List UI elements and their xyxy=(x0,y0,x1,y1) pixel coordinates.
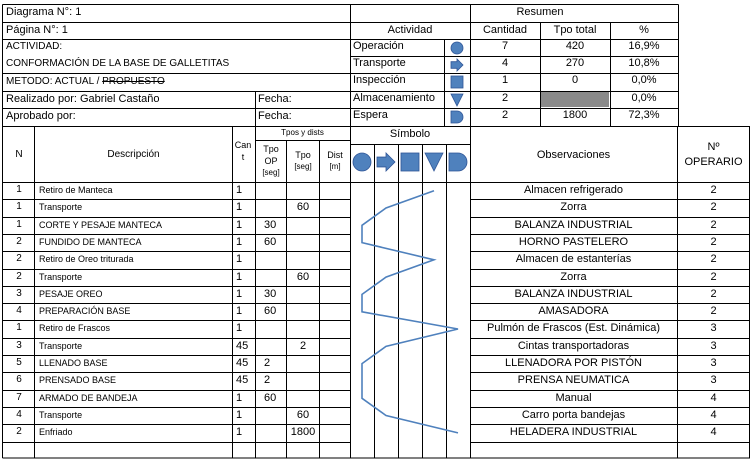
col-quantity-header-l1: Can xyxy=(234,140,252,150)
summary-percent: 0,0% xyxy=(631,92,657,104)
summary-quantity: 4 xyxy=(501,57,509,69)
summary-quantity: 2 xyxy=(501,109,509,121)
row-number: 1 xyxy=(16,218,22,230)
row-number: 4 xyxy=(16,408,22,420)
row-time: 60 xyxy=(296,201,310,214)
row-number: 4 xyxy=(16,305,22,317)
row-time: 60 xyxy=(296,270,310,283)
row-description: Transporte xyxy=(39,202,83,213)
row-observation: Zorra xyxy=(560,201,587,214)
made-by: Realizado por: Gabriel Castaño xyxy=(6,93,160,105)
method-proposed-struck: PROPUESTO xyxy=(102,76,165,87)
row-time: 2 xyxy=(299,339,307,352)
row-operator: 3 xyxy=(710,339,717,352)
grid-lines xyxy=(3,5,750,459)
col-operator-header-l1: Nº xyxy=(707,141,720,153)
approved-by: Aprobado por: xyxy=(6,110,76,122)
row-observation: Cintas transportadoras xyxy=(517,339,630,352)
row-number: 1 xyxy=(16,184,22,195)
row-quantity: 1 xyxy=(236,253,243,266)
row-quantity: 1 xyxy=(236,408,243,421)
summary-col-percent: % xyxy=(639,24,649,36)
transport-arrow-icon xyxy=(451,59,463,71)
row-number: 2 xyxy=(16,235,22,247)
method-current: METODO: ACTUAL / xyxy=(6,76,103,87)
row-observation: LLENADORA POR PISTÓN xyxy=(505,357,642,369)
summary-col-quantity: Cantidad xyxy=(482,24,528,36)
summary-icons xyxy=(451,42,463,123)
row-number: 1 xyxy=(16,322,22,334)
row-operator: 2 xyxy=(710,305,717,318)
symbol-header: Símbolo xyxy=(389,128,431,140)
row-op-time: 2 xyxy=(264,357,271,369)
summary-col-time: Tpo total xyxy=(553,24,597,36)
row-quantity: 1 xyxy=(236,322,243,335)
row-number: 7 xyxy=(16,391,22,403)
row-operator: 3 xyxy=(710,322,717,335)
times-dists-header: Tpos y dists xyxy=(281,128,324,137)
row-quantity: 1 xyxy=(236,391,243,404)
row-quantity: 45 xyxy=(236,357,249,369)
operation-circle-icon xyxy=(353,153,371,171)
row-observation: Pulmón de Frascos (Est. Dinámica) xyxy=(487,322,660,335)
row-description: LLENADO BASE xyxy=(39,358,108,368)
row-observation: Almacen de estanterías xyxy=(515,253,632,266)
row-observation: Manual xyxy=(555,391,592,404)
row-description: Retiro de Manteca xyxy=(39,185,113,195)
row-op-time: 30 xyxy=(264,287,277,300)
row-number: 1 xyxy=(16,201,22,213)
row-op-time: 2 xyxy=(264,374,271,387)
col-dist-header-l1: Dist xyxy=(327,150,343,160)
row-number: 3 xyxy=(16,339,22,351)
summary-percent: 10,8% xyxy=(628,57,660,69)
summary-total-time: 0 xyxy=(571,74,579,86)
col-tpo-header-l2: [seg] xyxy=(294,162,312,171)
row-op-time: 30 xyxy=(264,218,277,231)
row-description: PREPARACIÓN BASE xyxy=(39,306,131,317)
row-observation: HORNO PASTELERO xyxy=(518,235,629,248)
summary-title: Resumen xyxy=(516,6,564,18)
row-description: PESAJE OREO xyxy=(39,288,103,299)
row-quantity: 1 xyxy=(236,218,243,231)
row-description: Retiro de Frascos xyxy=(39,323,111,334)
row-operator: 2 xyxy=(710,235,717,248)
row-quantity: 1 xyxy=(236,235,243,248)
row-op-time: 60 xyxy=(264,305,277,318)
row-operator: 2 xyxy=(710,253,717,266)
summary-percent: 72,3% xyxy=(628,109,660,121)
date-label-1: Fecha: xyxy=(258,93,292,105)
row-quantity: 1 xyxy=(236,426,243,439)
row-description: CORTE Y PESAJE MANTECA xyxy=(39,219,163,230)
row-operator: 4 xyxy=(710,426,717,439)
summary-total-time: 1800 xyxy=(562,109,588,121)
summary-quantity: 2 xyxy=(501,92,509,104)
row-operator: 2 xyxy=(710,287,717,300)
col-dist-header-l2: [m] xyxy=(329,162,341,171)
col-n-header: N xyxy=(15,149,23,160)
date-label-2: Fecha: xyxy=(258,110,292,122)
operation-circle-icon xyxy=(451,42,463,54)
delay-d-icon xyxy=(449,153,467,171)
col-operator-header-l2: OPERARIO xyxy=(684,156,743,168)
transport-arrow-icon xyxy=(377,153,395,171)
row-description: Enfriado xyxy=(39,427,73,438)
row-description: ARMADO DE BANDEJA xyxy=(39,392,138,403)
row-quantity: 45 xyxy=(236,339,249,352)
process-flow-line xyxy=(362,191,458,433)
activity-value: CONFORMACIÓN DE LA BASE DE GALLETITAS xyxy=(6,58,230,69)
row-observation: PRENSA NEUMATICA xyxy=(517,374,630,387)
inspection-square-icon xyxy=(451,76,463,88)
summary-activity-label: Operación xyxy=(353,40,404,52)
col-description-header: Descripción xyxy=(107,149,160,160)
storage-triangle-icon xyxy=(425,153,443,171)
row-time: 60 xyxy=(296,408,310,421)
row-observation: Zorra xyxy=(560,270,587,283)
row-number: 3 xyxy=(16,287,22,299)
inspection-square-icon xyxy=(401,153,419,171)
row-quantity: 1 xyxy=(236,287,243,300)
row-operator: 3 xyxy=(710,374,717,387)
row-description: Transporte xyxy=(39,340,83,351)
row-operator: 2 xyxy=(710,218,717,231)
storage-triangle-icon xyxy=(451,94,463,106)
summary-col-activity: Actividad xyxy=(387,24,433,36)
col-tpo-op-header-l2: OP xyxy=(264,156,278,166)
row-observation: BALANZA INDUSTRIAL xyxy=(514,287,633,300)
row-observation: BALANZA INDUSTRIAL xyxy=(514,218,633,231)
row-description: Transporte xyxy=(39,271,83,282)
col-tpo-op-header-l1: Tpo xyxy=(263,144,279,154)
row-observation: Almacen refrigerado xyxy=(523,184,624,196)
row-description: Retiro de Oreo triturada xyxy=(39,254,134,265)
row-quantity: 1 xyxy=(236,270,243,283)
row-quantity: 1 xyxy=(236,305,243,318)
delay-d-icon xyxy=(451,111,463,123)
activity-label: ACTIVIDAD: xyxy=(6,41,63,52)
row-description: PRENSADO BASE xyxy=(39,375,117,386)
row-op-time: 60 xyxy=(264,235,277,248)
diagram-number: Diagrama N°: 1 xyxy=(6,6,82,18)
col-tpo-header-l1: Tpo xyxy=(295,150,311,160)
row-number: 5 xyxy=(16,357,22,368)
row-operator: 2 xyxy=(710,184,717,196)
summary-total-time: 420 xyxy=(565,40,585,52)
summary-percent: 16,9% xyxy=(628,40,660,52)
row-operator: 4 xyxy=(710,408,717,421)
page-number: Página N°: 1 xyxy=(6,24,68,36)
row-quantity: 45 xyxy=(236,374,249,387)
summary-total-time: 270 xyxy=(565,57,585,69)
col-quantity-header-l2: t xyxy=(241,152,245,162)
summary-quantity: 7 xyxy=(501,40,509,52)
row-description: FUNDIDO DE MANTECA xyxy=(39,236,142,247)
row-description: Transporte xyxy=(39,409,83,420)
symbol-header-icons xyxy=(353,153,467,171)
row-observation: HELADERA INDUSTRIAL xyxy=(509,426,638,439)
row-number: 6 xyxy=(16,374,22,386)
col-observations-header: Observaciones xyxy=(536,149,611,161)
row-operator: 3 xyxy=(710,357,717,369)
row-quantity: 1 xyxy=(236,201,243,214)
row-op-time: 60 xyxy=(264,391,277,404)
row-operator: 2 xyxy=(710,201,717,214)
row-operator: 2 xyxy=(710,270,717,283)
row-operator: 4 xyxy=(710,391,717,404)
summary-activity-label: Almacenamiento xyxy=(353,92,435,104)
summary-quantity: 1 xyxy=(501,74,509,86)
row-observation: AMASADORA xyxy=(538,305,609,318)
row-number: 2 xyxy=(16,426,22,438)
summary-activity-label: Transporte xyxy=(353,57,406,69)
row-number: 2 xyxy=(16,253,22,265)
col-tpo-op-header-l3: [seg] xyxy=(262,168,280,177)
summary-activity-label: Inspección xyxy=(353,74,406,86)
row-observation: Carro porta bandejas xyxy=(521,408,626,421)
summary-activity-label: Espera xyxy=(353,109,388,121)
row-number: 2 xyxy=(16,270,22,282)
summary-percent: 0,0% xyxy=(631,74,657,86)
row-quantity: 1 xyxy=(236,184,243,196)
row-time: 1800 xyxy=(290,426,316,439)
